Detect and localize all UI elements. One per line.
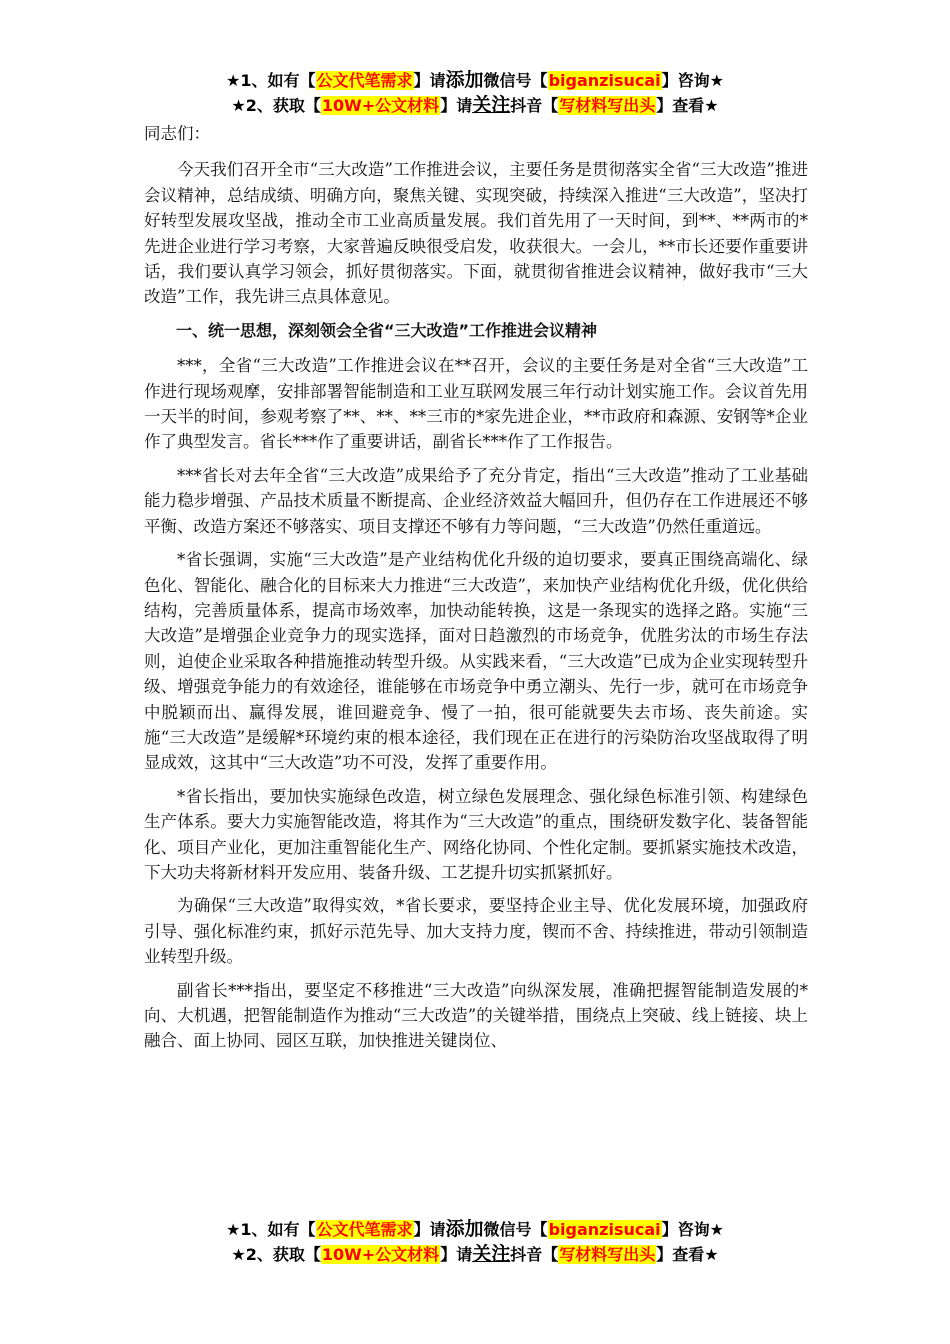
paragraph: 副省长***指出，要坚定不移推进“三大改造”向纵深发展，准确把握智能制造发展的*向、大机遇，把智能制造作为推动“三大改造”的关键举措，围绕点上突破、线上链接、块上融合、面上协同、园区互联，加快推进关键岗位、 [144,980,808,1051]
promo-text: 抖音【 [510,96,559,115]
promo-douyin-id: 写材料写出头 [559,1245,656,1264]
promo-line-1 [0,68,950,93]
promo-highlight: 公文代笔需求 [316,1220,413,1239]
paragraph: 为确保“三大改造”取得实效，*省长要求，要坚持企业主导、优化发展环境，加强政府引导、强化标准约束，抓好示范先导、加大支持力度，锲而不舍、持续推进，带动引领制造业转型升级。 [144,896,808,967]
salutation: 同志们： [144,124,210,143]
promo-text: 】请 [413,71,446,90]
promo-line-2 [0,1242,950,1267]
paragraph: *省长强调，实施“三大改造”是产业结构优化升级的迫切要求，要真正围绕高端化、绿色化、智能化、融合化的目标来大力推进“三大改造”，来加快产业结构优化升级，优化供给结构，完善质量体系，提高市场效率，加快动能转换，这是一条现实的选择之路。实施“三大改造”是增强企业竞争力的现实选择，面对日趋激烈的市场竞争，优胜劣汰的市场生存法则，迫使企业采取各种措施推动转型升级。从实践来看，“三大改造”已成为企业实现转型升级、增强竞争能力的有效途径，谁能够在市场竞争中勇立潮头、先行一步，就可在市场竞争中脱颖而出、赢得发展，谁回避竞争、慢了一拍，很可能就要失去市场、丧失前途。实施“三大改造”是缓解*环境约束的根本途径，我们现在正在进行的污染防治攻坚战取得了明显成效，这其中“三大改造”功不可没，发挥了重要作用。 [144,550,808,773]
promo-line-1 [0,1217,950,1242]
promo-emphasis: 关注 [472,1243,511,1265]
paragraph: ***省长对去年全省“三大改造”成果给予了充分肯定，指出“三大改造”推动了工业基础能力稳步增强、产品技术质量不断提高、企业经济效益大幅回升，但仍存在工作进展还不够平衡、改造方案还不够落实、项目支撑还不够有力等问题，“三大改造”仍然任重道远。 [144,465,808,536]
promo-highlight: 10W+公文材料 [321,96,440,115]
promo-text: ★2、获取【 [231,1245,321,1264]
promo-text: 】查看★ [656,96,719,115]
promo-text: 】咨询★ [661,1220,724,1239]
paragraph: ***，全省“三大改造”工作推进会议在**召开，会议的主要任务是对全省“三大改造”工作进行现场观摩，安排部署智能制造和工业互联网发展三年行动计划实施工作。会议首先用一天半的时间，参观考察了**、**、**三市的*家先进企业，**市政府和森源、安钢等*企业作了典型发言。省长***作了重要讲话，副省长***作了工作报告。 [144,356,808,452]
promo-highlight: 10W+公文材料 [321,1245,440,1264]
bottom-promo-banner [0,1217,950,1267]
paragraph: 今天我们召开全市“三大改造”工作推进会议，主要任务是贯彻落实全省“三大改造”推进会议精神，总结成绩、明确方向，聚焦关键、实现突破，持续深入推进“三大改造”，坚决打好转型发展攻坚战，推动全市工业高质量发展。我们首先用了一天时间，到**、**两市的*先进企业进行学习考察，大家普遍反映很受启发，收获很大。一会儿，**市长还要作重要讲话，我们要认真学习领会，抓好贯彻落实。下面，就贯彻省推进会议精神，做好我市“三大改造”工作，我先讲三点具体意见。 [144,160,808,307]
promo-highlight: 公文代笔需求 [316,71,413,90]
promo-text: 】请 [440,1245,473,1264]
promo-wechat-id: biganzisucai [548,1220,661,1239]
promo-text: 】查看★ [656,1245,719,1264]
promo-text: 微信号【 [483,71,548,90]
promo-text: ★2、获取【 [231,96,321,115]
paragraph: *省长指出，要加快实施绿色改造，树立绿色发展理念、强化绿色标准引领、构建绿色生产体系。要大力实施智能改造，将其作为“三大改造”的重点，围绕研发数字化、装备智能化、项目产业化，更加注重智能化生产、网络化协同、个性化定制。要抓紧实施技术改造，下大功夫将新材料开发应用、装备升级、工艺提升切实抓紧抓好。 [144,786,808,882]
promo-emphasis: 添加 [445,1218,484,1240]
promo-text: 】咨询★ [661,71,724,90]
section-heading: 一、统一思想，深刻领会全省“三大改造”工作推进会议精神 [176,320,598,340]
top-promo-banner [0,68,950,118]
document-body [144,121,808,1062]
promo-text: 抖音【 [510,1245,559,1264]
promo-text: 】请 [440,96,473,115]
promo-emphasis: 关注 [472,94,511,116]
promo-line-2 [0,93,950,118]
promo-text: ★1、如有【 [226,71,316,90]
promo-emphasis: 添加 [445,69,484,91]
promo-wechat-id: biganzisucai [548,71,661,90]
promo-text: 】请 [413,1220,446,1239]
promo-text: 微信号【 [483,1220,548,1239]
promo-text: ★1、如有【 [226,1220,316,1239]
promo-douyin-id: 写材料写出头 [559,96,656,115]
